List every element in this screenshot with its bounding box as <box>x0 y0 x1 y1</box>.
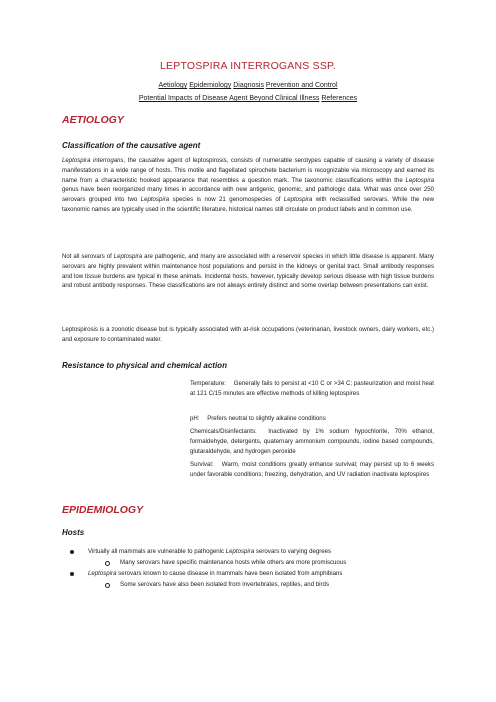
nav-link-aetiology[interactable]: Aetiology <box>158 82 188 89</box>
section-nav-row-1 <box>0 82 496 89</box>
resistance-ph: pH: Prefers neutral to slightly alkaline conditions <box>190 415 326 422</box>
nav-link-epidemiology[interactable]: Epidemiology <box>189 82 232 89</box>
resistance-survival: Survival: Warm, moist conditions greatly enhance survival; may persist up to 6 weeks under favorable conditions; freezing, dehydration, and UV radiation inactivate leptospires <box>190 461 434 478</box>
resistance-temperature: Temperature: Generally fails to persist at <10 C or >34 C; pasteurization and moist heat at 121 C/15 minutes are effective methods of killing leptospires <box>190 380 434 397</box>
section-nav-row-2 <box>0 95 496 102</box>
nav-link-diagnosis[interactable]: Diagnosis <box>233 82 264 89</box>
resistance-chemicals: Chemicals/Disinfectants: Inactivated by 1% sodium hypochlorite, 70% ethanol, formaldehyde, detergents, quaternary ammonium compounds, iodine based compounds, glutaraldehyde, and hydrogen peroxide <box>190 428 434 455</box>
nav-link-prevention[interactable]: Prevention and Control <box>265 82 338 89</box>
nav-link-references[interactable]: References <box>321 95 358 102</box>
classification-paragraph-3: Leptospirosis is a zoonotic disease but is typically associated with at-risk occupations (veterinarian, livestock owners, dairy workers, etc.) and exposure to contaminated water. <box>62 326 434 343</box>
nav-link-impacts[interactable]: Potential Impacts of Disease Agent Beyond Clinical Illness <box>138 95 320 102</box>
resistance-heading: Resistance to physical and chemical action <box>62 361 227 370</box>
list-item: Virtually all mammals are vulnerable to pathogenic Leptospira serovars to varying degrees <box>62 546 442 557</box>
aetiology-heading: AETIOLOGY <box>62 114 124 126</box>
page-title: LEPTOSPIRA INTERROGANS SSP. <box>160 60 336 72</box>
classification-heading: Classification of the causative agent <box>62 141 201 150</box>
classification-paragraph-1: Leptospira interrogans, the causative agent of leptospirosis, consists of numerable serotypes capable of causing a variety of disease manifestations in a wide range of hosts. This motile and flagellated spirochete bacterium is recognizable via microscopy and earned its name from a characteristic hooked appearance that resembles a question mark. The taxonomic classifications within the Leptospira genus have been reorganized many times in accordance with new antigenic, genomic, and pathologic data. What was once over 250 serovars grouped into two Leptospira species is now 21 genomospecies of Leptospira with reclassified serovars. While the new taxonomic names are typically used in the scientific literature, historical names still circulate on product labels and in common use. <box>62 157 434 213</box>
hosts-list <box>62 546 442 590</box>
epidemiology-heading: EPIDEMIOLOGY <box>62 504 144 516</box>
classification-paragraph-2: Not all serovars of Leptospira are pathogenic, and many are associated with a reservoir species in which little disease is apparent. Many serovars are highly prevalent within maintenance host populations and persist in the kidneys or genital tract. Small antibody responses and low tissue burdens are typical in these animals. Incidental hosts, however, typically develop serious disease with high tissue burdens and robust antibody responses. These classifications are not always entirely distinct and some overlap between presentations can exist. <box>62 253 434 290</box>
list-subitem: Some serovars have also been isolated from invertebrates, reptiles, and birds <box>62 579 442 590</box>
hosts-heading: Hosts <box>62 528 85 537</box>
list-item: Leptospira serovars known to cause disease in mammals have been isolated from amphibians <box>62 568 442 579</box>
list-subitem: Many serovars have specific maintenance hosts while others are more promiscuous <box>62 557 442 568</box>
species-name: Leptospira interrogans <box>62 157 124 164</box>
